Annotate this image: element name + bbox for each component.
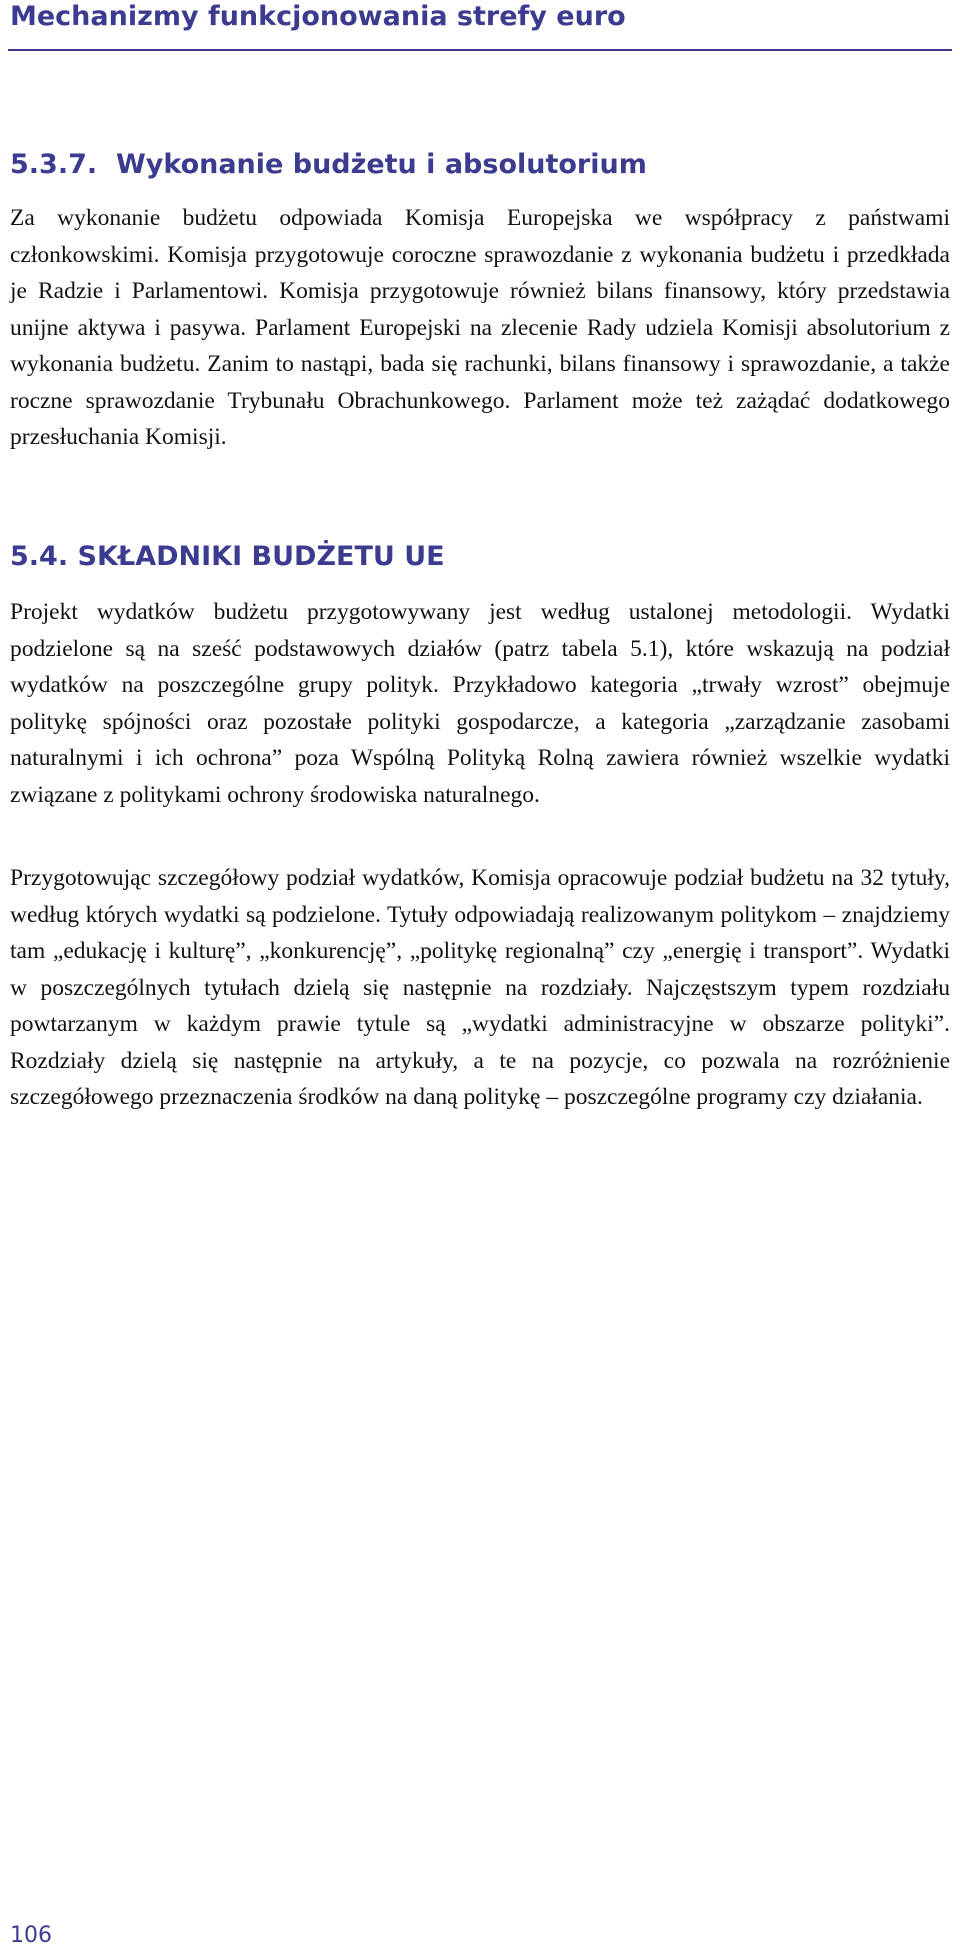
subsection-paragraph: Za wykonanie budżetu odpowiada Komisja Europejska we współpracy z państwami członkowskimi. Komisja przygotowuje coroczne sprawozdanie z wykonania budżetu i przedkłada je Radzie i Parlamentowi. Komisja przygotowuje również bilans finansowy, który przedstawia unijne aktywa i pasywa. Parlament Europejski na zlecenie Rady udziela Komisji absolutorium z wykonania budżetu. Zanim to nastąpi, bada się rachunki, bilans finansowy i sprawozdanie, a także roczne sprawozdanie Trybunału Obrachunkowego. Parlament może też zażądać dodatkowego przesłuchania Komisji. [10,205,950,450]
header-divider [8,49,952,51]
section-paragraph-1: Projekt wydatków budżetu przygotowywany jest według ustalonej metodologii. Wydatki podzielone są na sześć podstawowych działów (patrz tabela 5.1), które wskazują na podział wydatków na poszczególne grupy polityk. Przykładowo kategoria „trwały wzrost” obejmuje politykę spójności oraz pozostałe polityki gospodarcze, a kategoria „zarządzanie zasobami naturalnymi i ich ochrona” poza Wspólną Polityką Rolną zawiera również wszelkie wydatki związane z politykami ochrony środowiska naturalnego. [10,599,950,808]
section-title: SKŁADNIKI BUDŻETU UE [77,541,445,572]
subsection-title: Wykonanie budżetu i absolutorium [115,149,647,180]
section-number: 5.4. [10,541,69,572]
page-number: 106 [10,1923,52,1948]
section-paragraph-2: Przygotowując szczegółowy podział wydatków, Komisja opracowuje podział budżetu na 32 tytuły, według których wydatki są podzielone. Tytuły odpowiadają realizowanym politykom – znajdziemy tam „edukację i kulturę”, „konkurencję”, „politykę regionalną” czy „energię i transport”. Wydatki w poszczególnych tytułach dzielą się następnie na rozdziały. Najczęstszym typem rozdziału powtarzanym w każdym prawie tytule są „wydatki administracyjne w obszarze polityki”. Rozdziały dzielą się następnie na artykuły, a te na pozycje, co pozwala na rozróżnienie szczegółowego przeznaczenia środków na daną politykę – poszczególne programy czy działania. [10,865,950,1110]
section-heading [10,540,445,574]
subsection-number: 5.3.7. [10,149,98,180]
subsection-heading [10,148,647,182]
running-header: Mechanizmy funkcjonowania strefy euro [10,1,626,32]
